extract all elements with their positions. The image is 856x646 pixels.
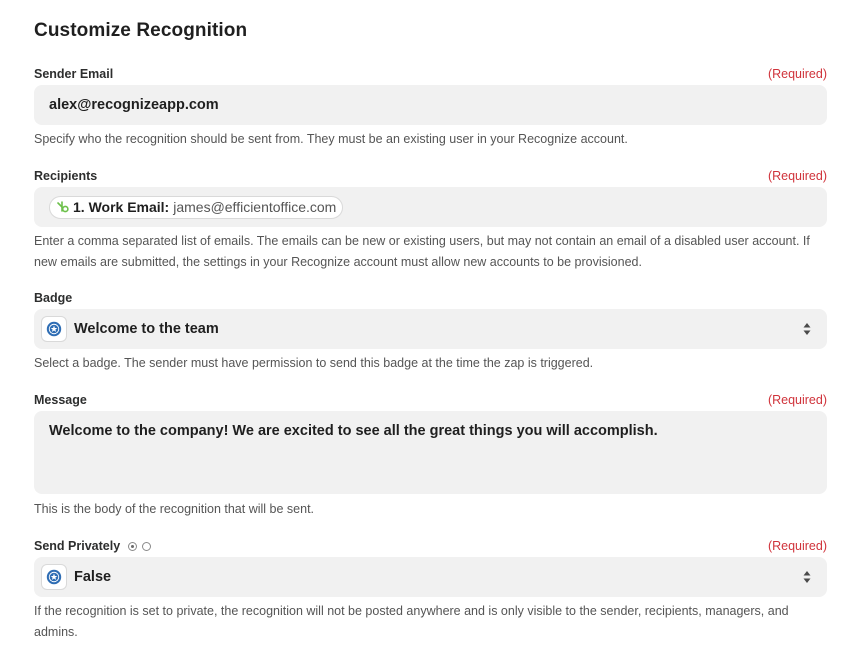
send-privately-label: Send Privately [34,539,121,553]
sender-email-label-row [34,66,827,82]
sender-email-help: Specify who the recognition should be sent from. They must be an existing user in your Recognize account. [34,132,628,146]
message-value: Welcome to the company! We are excited to see all the great things you will accomplish. [49,423,658,439]
send-privately-help: If the recognition is set to private, the recognition will not be posted anywhere and is only visible to the sender, recipients, managers, and admins. [34,604,789,639]
badge-select[interactable] [34,309,827,349]
send-privately-select[interactable] [34,557,827,597]
send-privately-radio-true[interactable] [128,542,137,551]
message-required: (Required) [767,393,827,407]
sender-email-label: Sender Email [34,67,114,81]
recipients-label: Recipients [34,169,98,183]
send-privately-radio-false[interactable] [142,542,151,551]
section-title: Customize Recognition [34,20,248,41]
message-textarea[interactable] [34,411,827,494]
recipient-pill-value: james@efficientoffice.com [173,199,337,215]
recipient-pill-step: 1. Work Email: [73,199,170,215]
webhook-step-icon [56,200,70,214]
message-label-row [34,392,827,408]
send-privately-label-wrap [34,539,151,553]
recognize-badge-icon [41,564,67,590]
recipients-help: Enter a comma separated list of emails. The emails can be new or existing users, but may not contain an email of a disabled user account. If new emails are submitted, the settings in your Recognize account must allow new accounts to be provisioned. [34,234,810,269]
recipients-required: (Required) [767,169,827,183]
recipients-label-row [34,168,827,184]
badge-label: Badge [34,291,73,305]
message-label: Message [34,393,87,407]
send-privately-required: (Required) [767,539,827,553]
chevron-updown-icon [803,570,811,584]
recipients-field[interactable] [34,187,827,227]
badge-label-row [34,290,827,306]
recognize-badge-icon [41,316,67,342]
sender-email-required: (Required) [767,67,827,81]
sender-email-field[interactable] [34,85,827,125]
sender-email-value: alex@recognizeapp.com [49,97,219,113]
badge-help: Select a badge. The sender must have permission to send this badge at the time the zap is triggered. [34,356,594,370]
message-help: This is the body of the recognition that will be sent. [34,502,315,516]
recipient-pill[interactable] [49,196,343,219]
send-privately-label-row [34,538,827,554]
send-privately-selected-value: False [74,569,112,585]
badge-selected-value: Welcome to the team [74,321,219,337]
chevron-updown-icon [803,322,811,336]
